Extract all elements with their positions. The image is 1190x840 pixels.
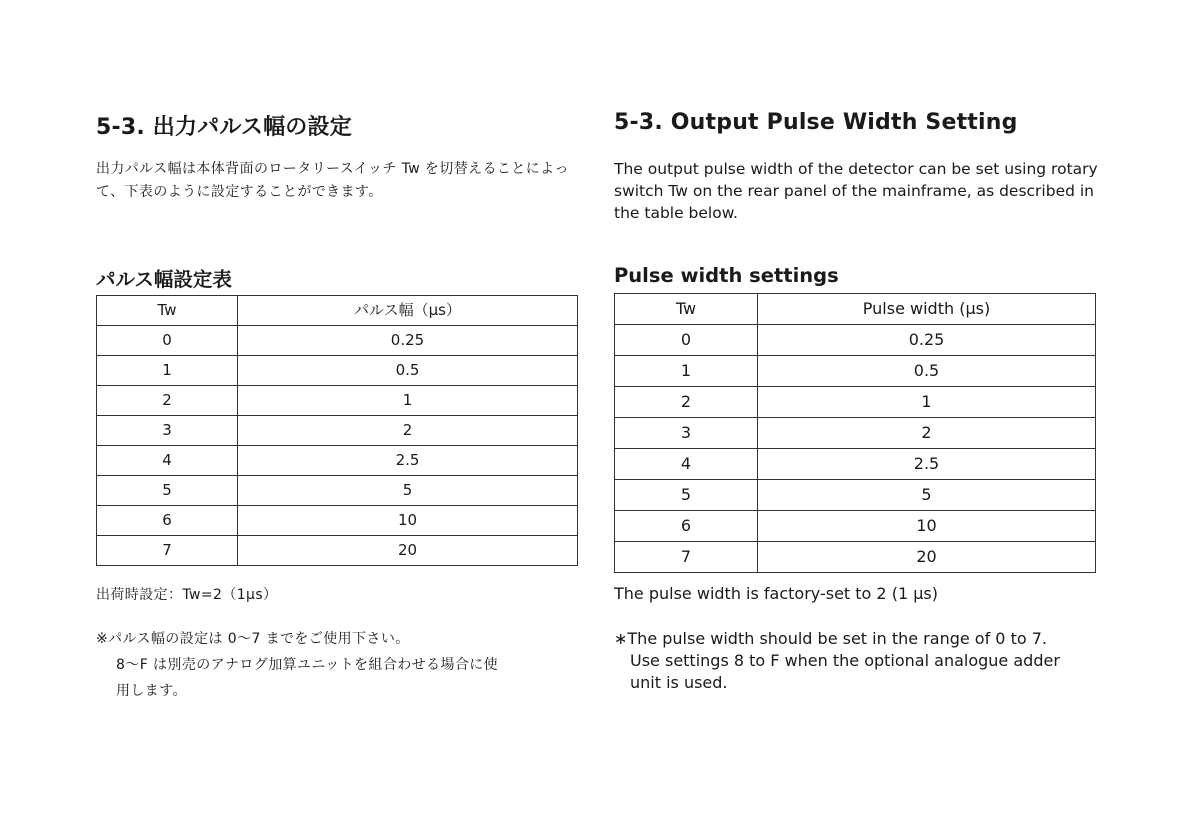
width-cell: 2	[238, 416, 578, 446]
factory-setting-en: The pulse width is factory-set to 2 (1 μs)	[614, 584, 938, 603]
width-cell: 0.25	[758, 325, 1096, 356]
note-line: ※パルス幅の設定は 0〜7 までをご使用下さい。	[96, 631, 410, 647]
table-row	[97, 386, 578, 416]
tw-cell: 3	[97, 416, 238, 446]
width-cell: 1	[758, 387, 1096, 418]
width-cell: 5	[238, 476, 578, 506]
table-row	[615, 418, 1096, 449]
width-cell: 5	[758, 480, 1096, 511]
width-cell: 0.5	[758, 356, 1096, 387]
table-row	[615, 449, 1096, 480]
table-row	[97, 326, 578, 356]
pulse-width-table-ja	[96, 295, 578, 566]
note-line: 用します。	[116, 683, 187, 699]
table-row	[615, 480, 1096, 511]
tw-cell: 7	[615, 542, 758, 573]
table-row	[97, 446, 578, 476]
width-cell: 0.5	[238, 356, 578, 386]
header-tw: Tw	[615, 294, 758, 325]
tw-cell: 5	[615, 480, 758, 511]
width-cell: 10	[758, 511, 1096, 542]
table-row	[615, 511, 1096, 542]
intro-paragraph-ja: 出力パルス幅は本体背面のロータリースイッチ Tw を切替えることによって、下表のように設定することができます。	[96, 161, 569, 200]
tw-cell: 7	[97, 536, 238, 566]
tw-cell: 1	[97, 356, 238, 386]
header-tw: Tw	[97, 296, 238, 326]
width-cell: 1	[238, 386, 578, 416]
table-title-ja: パルス幅設定表	[96, 268, 232, 291]
table-row	[615, 325, 1096, 356]
pulse-width-table-en	[614, 293, 1096, 573]
factory-setting-ja: 出荷時設定：Tw=2（1μs）	[96, 587, 278, 603]
table-row	[615, 387, 1096, 418]
width-cell: 2	[758, 418, 1096, 449]
table-row	[97, 356, 578, 386]
note-line: ∗The pulse width should be set in the range of 0 to 7.	[614, 629, 1047, 648]
table-header-row	[97, 296, 578, 326]
note-en	[614, 628, 1098, 694]
width-cell: 20	[238, 536, 578, 566]
header-pulse-width: Pulse width (μs)	[758, 294, 1096, 325]
width-cell: 0.25	[238, 326, 578, 356]
table-title-en: Pulse width settings	[614, 264, 839, 287]
note-ja	[96, 626, 580, 704]
table-row	[615, 356, 1096, 387]
width-cell: 2.5	[758, 449, 1096, 480]
tw-cell: 4	[97, 446, 238, 476]
table-row	[97, 476, 578, 506]
tw-cell: 2	[97, 386, 238, 416]
tw-cell: 2	[615, 387, 758, 418]
section-title-ja: 5-3. 出力パルス幅の設定	[96, 115, 352, 140]
table-row	[97, 506, 578, 536]
width-cell: 20	[758, 542, 1096, 573]
section-title-en: 5-3. Output Pulse Width Setting	[614, 110, 1018, 135]
table-row	[97, 536, 578, 566]
tw-cell: 6	[97, 506, 238, 536]
tw-cell: 6	[615, 511, 758, 542]
header-pulse-width: パルス幅（μs）	[238, 296, 578, 326]
width-cell: 2.5	[238, 446, 578, 476]
tw-cell: 4	[615, 449, 758, 480]
note-line: unit is used.	[630, 673, 728, 692]
table-header-row	[615, 294, 1096, 325]
tw-cell: 0	[97, 326, 238, 356]
tw-cell: 0	[615, 325, 758, 356]
table-row	[97, 416, 578, 446]
tw-cell: 1	[615, 356, 758, 387]
tw-cell: 3	[615, 418, 758, 449]
note-line: 8〜F は別売のアナログ加算ユニットを組合わせる場合に使	[116, 657, 499, 673]
tw-cell: 5	[97, 476, 238, 506]
table-row	[615, 542, 1096, 573]
note-line: Use settings 8 to F when the optional analogue adder	[630, 651, 1060, 670]
width-cell: 10	[238, 506, 578, 536]
intro-paragraph-en: The output pulse width of the detector can be set using rotary switch Tw on the rear panel of the mainframe, as described in the table below.	[614, 160, 1098, 222]
